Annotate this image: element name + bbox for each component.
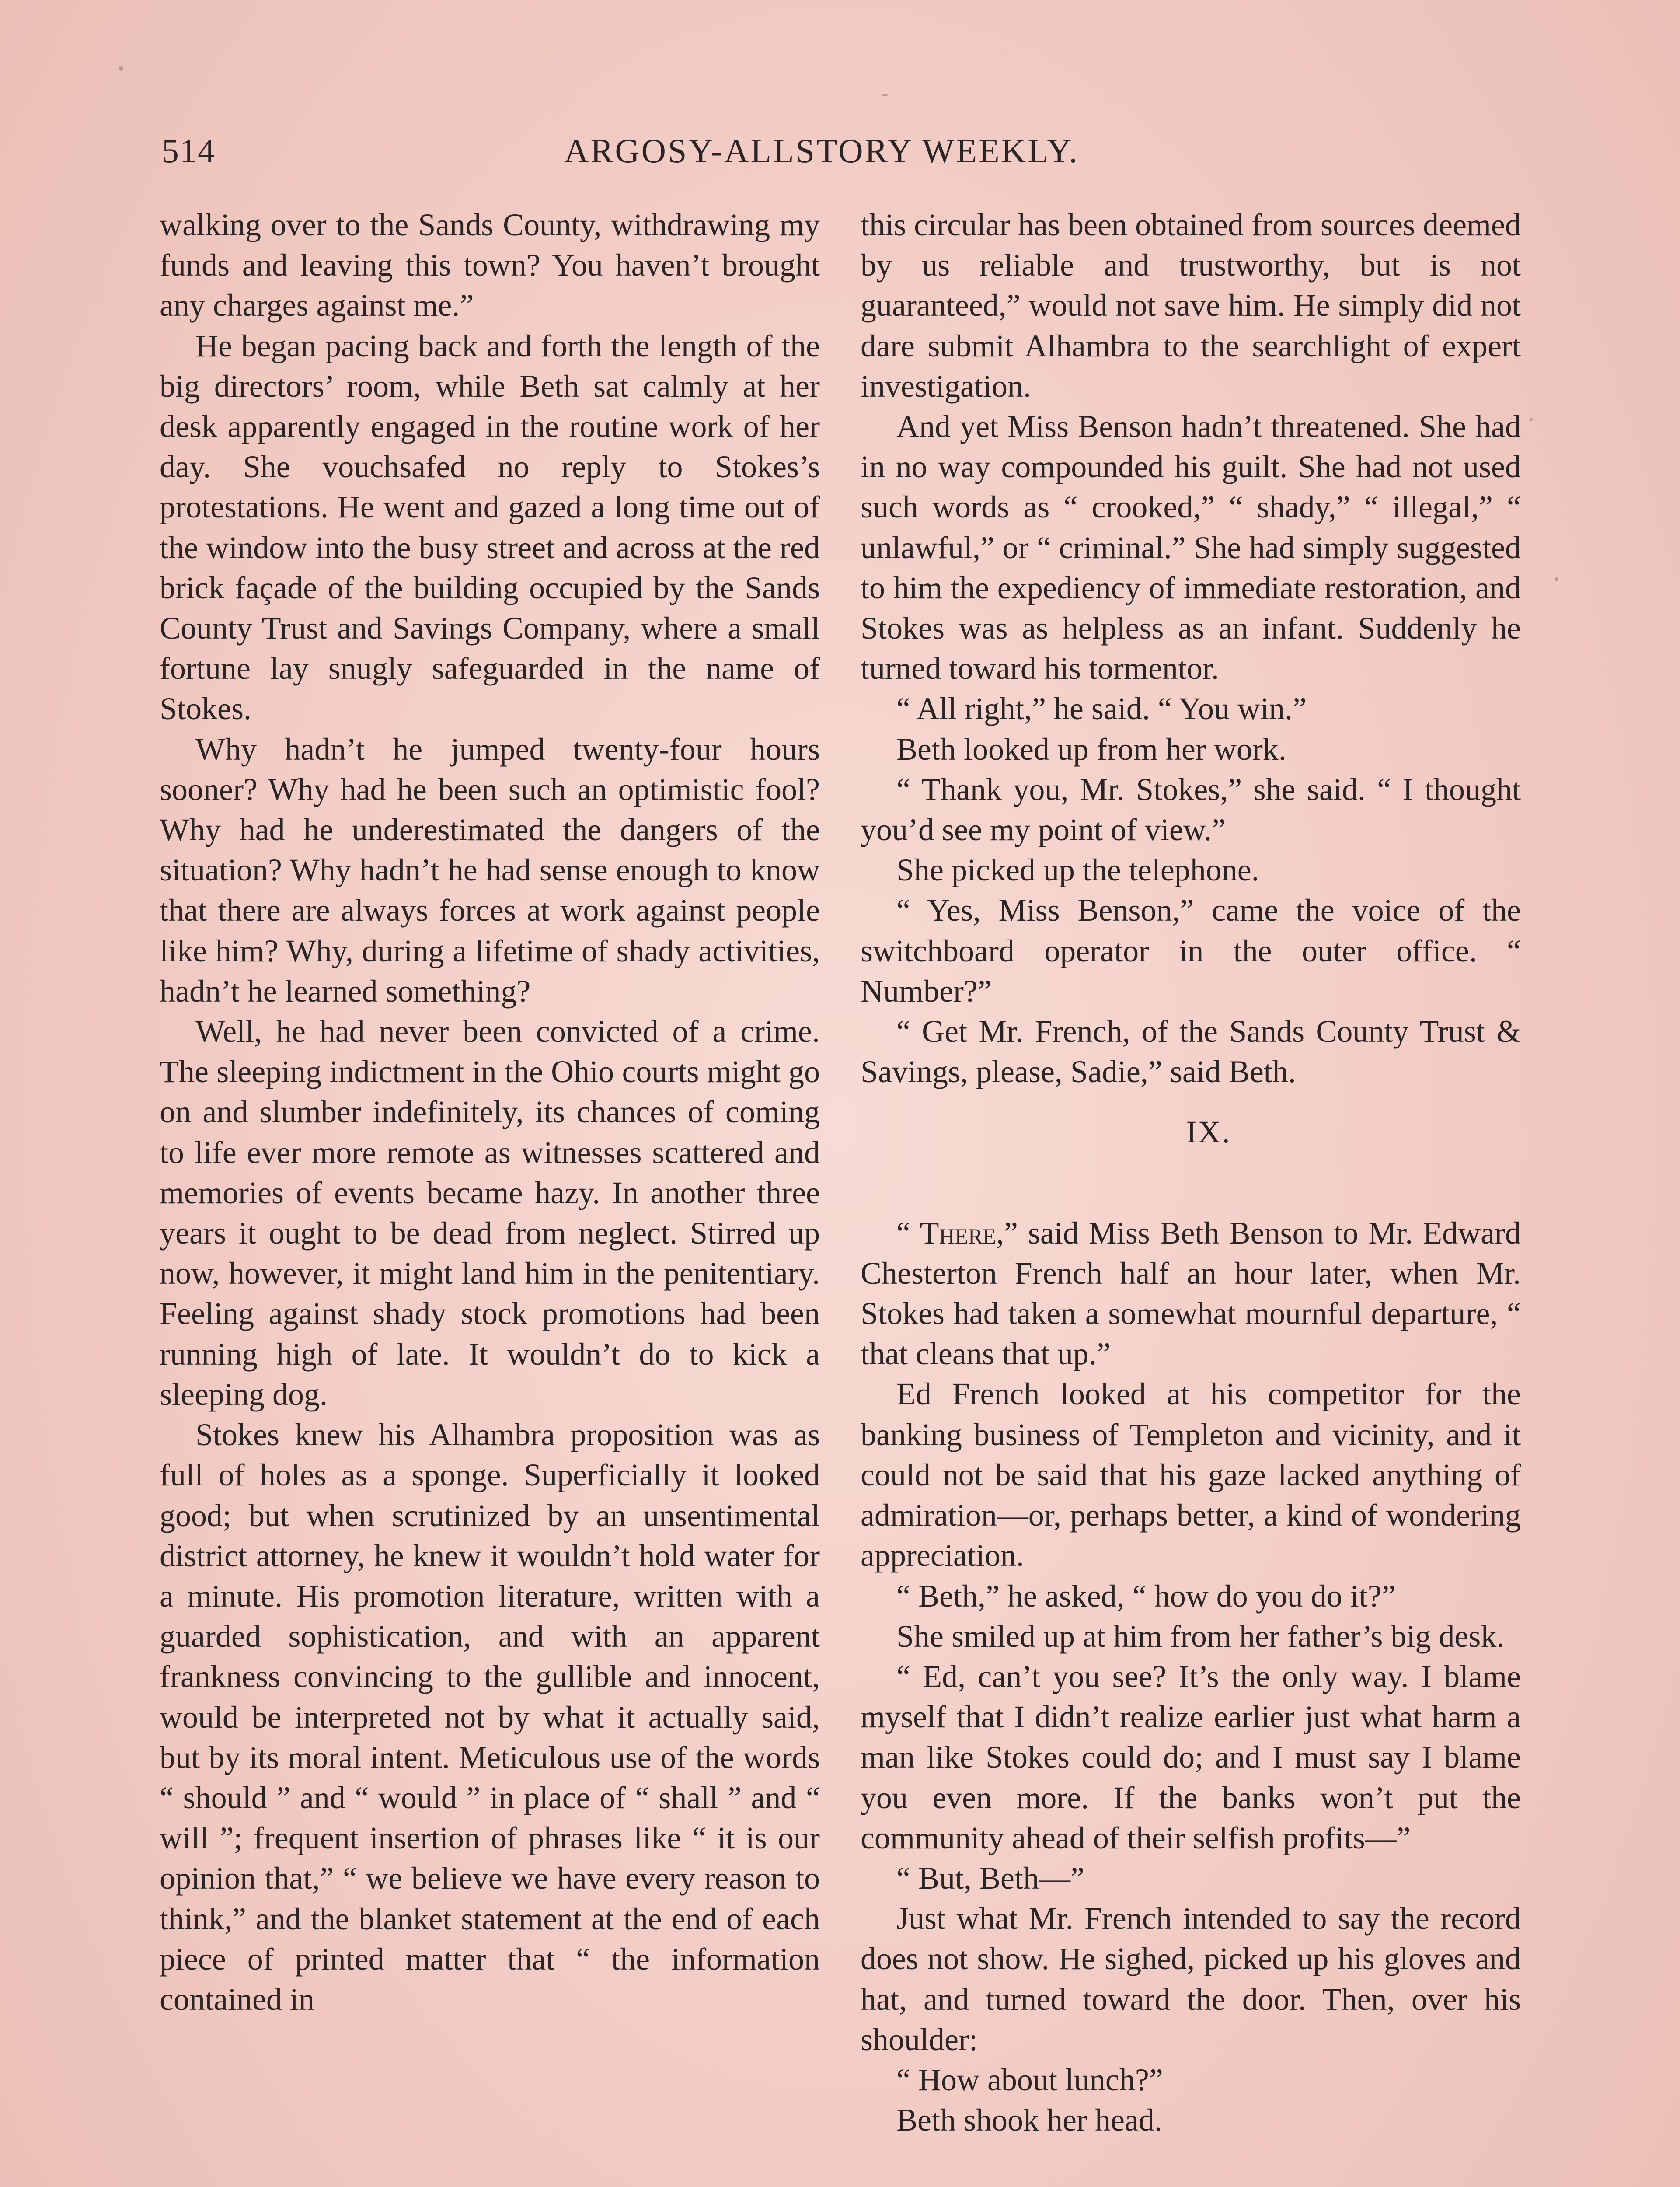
right-column xyxy=(861,205,1521,2140)
paragraph: this circular has been obtained from sources deemed by us reliable and trustworthy, but is not guaranteed,” would not save him. He simply did not dare submit Alhambra to the searchlight of expert investigation. xyxy=(861,207,1521,404)
paragraph: Beth shook her head. xyxy=(896,2103,1162,2138)
running-head: ARGOSY-ALLSTORY WEEKLY. xyxy=(564,132,1079,170)
paragraph: Well, he had never been convicted of a crime. The sleeping indictment in the Ohio courts might go on and slumber indefinitely, its chances of coming to life ever more remote as witnesses scattered and memories of events became hazy. In another three years it ought to be dead from neglect. Stirred up now, however, it might land him in the penitentiary. Feeling against shady stock promotions had been running high of late. It wouldn’t do to kick a sleeping dog. xyxy=(160,1014,820,1412)
paragraph: She picked up the telephone. xyxy=(896,852,1259,888)
chapter-number: IX. xyxy=(1186,1114,1231,1150)
paragraph: Why hadn’t he jumped twenty-four hours sooner? Why had he been such an optimistic fool? Why had he underestimated the dangers of the situation? Why hadn’t he had sense enough to know that there are always forces at work against people like him? Why, during a lifetime of shady activities, hadn’t he learned something? xyxy=(160,731,820,1009)
paper-speck xyxy=(882,94,888,96)
paragraph: She smiled up at him from her father’s big desk. xyxy=(896,1618,1505,1654)
paper-speck xyxy=(1530,418,1533,421)
paragraph: And yet Miss Benson hadn’t threatened. She had in no way compounded his guilt. She had not used such words as “ crooked,” “ shady,” “ illegal,” “ unlawful,” or “ criminal.” She had simply suggested to him the expediency of immediate restoration, and Stokes was as helpless as an infant. Suddenly he turned toward his tormentor. xyxy=(861,409,1521,686)
opening-smallcaps: “ There, xyxy=(896,1215,1004,1251)
page-number: 514 xyxy=(162,132,216,170)
opening-rest: ” said Miss Beth Benson to Mr. Edward Chesterton French half an hour later, when Mr. Stokes had taken a somewhat mournful departure, “ that cleans that up.” xyxy=(861,1215,1521,1372)
page-header xyxy=(162,127,1517,175)
paragraph: “ Get Mr. French, of the Sands County Trust & Savings, please, Sadie,” said Beth. xyxy=(861,1014,1521,1090)
paragraph: “ Beth,” he asked, “ how do you do it?” xyxy=(896,1578,1396,1614)
paragraph: Beth looked up from her work. xyxy=(896,731,1286,767)
paragraph: “ Thank you, Mr. Stokes,” she said. “ I thought you’d see my point of view.” xyxy=(861,772,1521,848)
paragraph: Ed French looked at his competitor for the banking business of Templeton and vicinity, and it could not be said that his gaze lacked anything of admiration—or, perhaps better, a kind of wondering appreciation. xyxy=(861,1376,1521,1573)
left-column xyxy=(160,205,820,2019)
paragraph: “ All right,” he said. “ You win.” xyxy=(896,691,1307,727)
paragraph: walking over to the Sands County, withdrawing my funds and leaving this town? You haven’t brought any charges against me.” xyxy=(160,207,820,323)
paragraph: Just what Mr. French intended to say the record does not show. He sighed, picked up his gloves and hat, and turned toward the door. Then, over his shoulder: xyxy=(861,1901,1521,2057)
paragraph: “ Ed, can’t you see? It’s the only way. I blame myself that I didn’t realize earlier just what harm a man like Stokes could do; and I must say I blame you even more. If the banks won’t put the community ahead of their selfish profits—” xyxy=(861,1659,1521,1855)
paper-speck xyxy=(1555,577,1558,581)
paragraph: Stokes knew his Alhambra proposition was as full of holes as a sponge. Superficially it looked good; but when scrutinized by an unsentimental district attorney, he knew it wouldn’t hold water for a minute. His promotion literature, written with a guarded sophistication, and with an apparent frankness convincing to the gullible and innocent, would be interpreted not by what it actually said, but by its moral intent. Meticulous use of the words “ should ” and “ would ” in place of “ shall ” and “ will ”; frequent insertion of phrases like “ it is our opinion that,” “ we believe we have every reason to think,” and the blanket statement at the end of each piece of printed matter that “ the information contained in xyxy=(160,1417,820,2017)
paragraph: “ How about lunch?” xyxy=(896,2062,1163,2097)
paragraph: He began pacing back and forth the length of the big directors’ room, while Beth sat calmly at her desk apparently engaged in the routine work of her day. She vouchsafed no reply to Stokes’s protestations. He went and gazed a long time out of the window into the busy street and across at the red brick façade of the building occupied by the Sands County Trust and Savings Company, where a small fortune lay snugly safeguarded in the name of Stokes. xyxy=(160,328,820,727)
paper-speck xyxy=(119,66,123,71)
paragraph: “ But, Beth—” xyxy=(896,1860,1084,1896)
chapter-opening-paragraph xyxy=(861,1213,1521,1374)
paragraph: “ Yes, Miss Benson,” came the voice of the switchboard operator in the outer office. “ Number?” xyxy=(861,893,1521,1009)
